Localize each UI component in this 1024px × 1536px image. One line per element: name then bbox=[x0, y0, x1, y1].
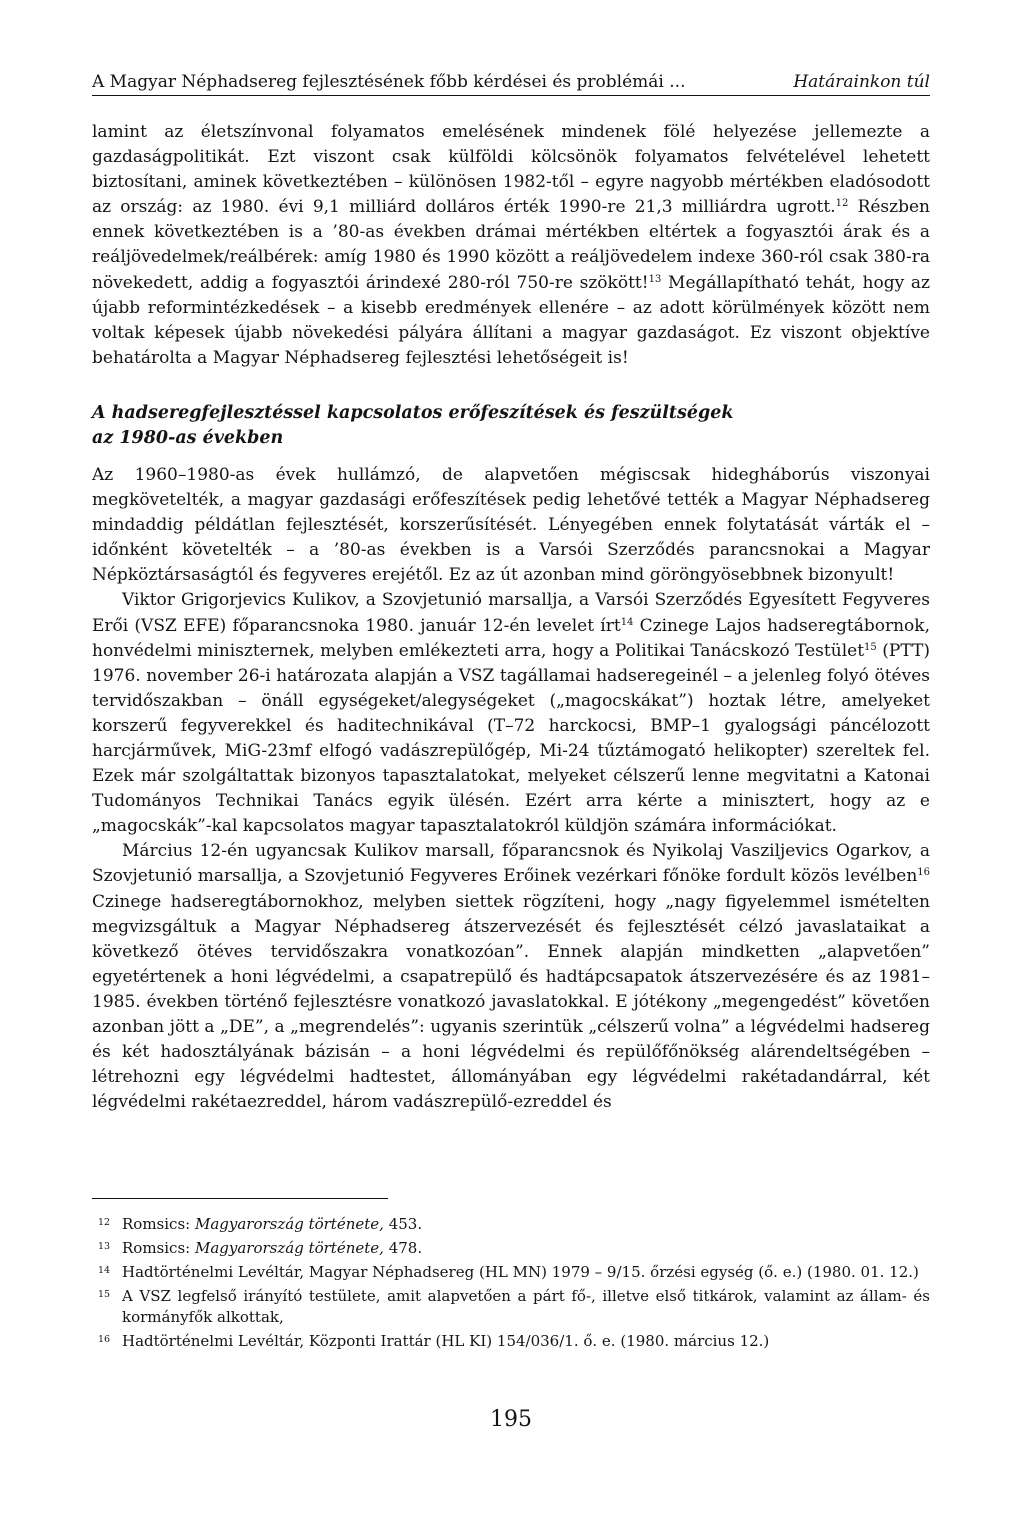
running-header-title: A Magyar Néphadsereg fejlesztésének főbb kérdései és problémái ... bbox=[92, 72, 686, 92]
section-heading bbox=[92, 401, 930, 451]
paragraph-3 bbox=[92, 588, 930, 839]
footnote-text-title: Magyarország története, bbox=[194, 1239, 384, 1257]
section-heading-line-2: az 1980-as években bbox=[92, 427, 284, 448]
footnote-text bbox=[122, 1238, 930, 1259]
footnote-number: 14 bbox=[98, 1265, 111, 1276]
footnote-number: 12 bbox=[98, 1217, 111, 1228]
paragraph-1-text-c: Megállapítható tehát, hogy az újabb reformintézkedések – a kisebb eredmények ellenére – az adott körülmények között nem voltak képesek újabb növekedési pályára állítani a magyar gazdaságot. Ez viszont objektíve behatárolta a Magyar Néphadsereg fejlesztési lehetőségeit is! bbox=[92, 272, 930, 368]
footnote-text-plain: Romsics: bbox=[122, 1215, 195, 1233]
footnote-text: A VSZ legfelső irányító testülete, amit alapvetően a párt fő-, illetve első titkárok, valamint az állam- és kormányfők alkottak, bbox=[122, 1287, 930, 1326]
footnote bbox=[92, 1262, 930, 1283]
footnote-text-plain: Romsics: bbox=[122, 1239, 195, 1257]
footnote bbox=[92, 1238, 930, 1259]
footnote-ref-12: 12 bbox=[835, 198, 849, 210]
footnote-text: Hadtörténelmi Levéltár, Magyar Néphadsereg (HL MN) 1979 – 9/15. őrzési egység (ő. e.) (1980. 01. 12.) bbox=[122, 1263, 919, 1281]
paragraph-4-text-a: Március 12-én ugyancsak Kulikov marsall, főparancsnok és Nyikolaj Vasziljevics Ogarkov, a Szovjetunió marsallja, a Szovjetunió Fegyveres Erőinek vezérkari főnöke fordult közös levélben bbox=[92, 841, 930, 887]
paragraph-3-text-c: (PTT) 1976. november 26-i határozata alapján a VSZ tagállamai hadseregeinél – a jelenleg folyó ötéves tervidőszakban – önáll egységeket/alegységeket („magocskákat”) hoztak létre, amelyeket korszerű fegyverekkel és haditechnikával (T–72 harckocsi, BMP–1 gyalogsági páncélozott harcjárművek, MiG-23mf elfogó vadászrepülőgép, Mi-24 tűztámogató helikopter) szereltek fel. Ezek már szolgáltattak bizonyos tapasztalatokat, melyeket célszerű lenne megvitatni a Katonai Tudományos Technikai Tanács egyik ülésén. Ezért arra kérte a minisztert, hogy az e „magocskák”-kal kapcsolatos magyar tapasztalatokról küldjön számára információkat. bbox=[92, 640, 930, 837]
footnote-text-page: 453. bbox=[383, 1215, 423, 1233]
footnote-text: Hadtörténelmi Levéltár, Központi Irattár (HL KI) 154/036/1. ő. e. (1980. március 12.) bbox=[122, 1332, 770, 1350]
footnote bbox=[92, 1331, 930, 1352]
footnote-divider bbox=[92, 1198, 388, 1199]
body-text bbox=[92, 120, 930, 1115]
footnote-ref-16: 16 bbox=[917, 867, 930, 879]
footnote-number: 15 bbox=[98, 1289, 111, 1300]
footnote-ref-13: 13 bbox=[648, 273, 662, 285]
paragraph-2: Az 1960–1980-as évek hullámzó, de alapvetően mégiscsak hidegháborús viszonyai megkövetelték, a magyar gazdasági erőfeszítések pedig lehetővé tették a Magyar Néphadsereg mindaddig példátlan fejlesztését, korszerűsítését. Lényegében ennek folytatását várták el – időnként követelték – a ’80-as években is a Varsói Szerződés parancsnokai a Magyar Népköztársaságtól és fegyveres erejétől. Ez az út azonban mind göröngyösebbnek bizonyult! bbox=[92, 464, 930, 586]
paragraph-4-text-b: Czinege hadseregtábornokhoz, melyben siettek rögzíteni, hogy „nagy figyelemmel ismételten megvizsgáltuk a Magyar Néphadsereg átszervezését és fejlesztését célzó javaslataikat a következő ötéves tervidőszakra vonatkozóan”. Ennek alapján mindketten „alapvetően” egyetértenek a honi légvédelmi, a csapatrepülő és hadtápcsapatok átszervezésére és az 1981–1985. években történő fejlesztésre vonatkozó javaslatokkal. E jótékony „megengedést” követően azonban jött a „DE”, a „megrendelés”: ugyanis szerintük „célszerű volna” a légvédelmi hadsereg és két hadosztályának bázisán – a honi légvédelmi és repülőfőnökség alárendeltségében – létrehozni egy légvédelmi hadtestet, állományában egy légvédelmi rakétadandárral, két légvédelmi rakétaezreddel, három vadászrepülő-ezreddel és bbox=[92, 891, 930, 1113]
book-page bbox=[92, 0, 932, 1536]
footnote-text bbox=[122, 1214, 930, 1235]
footnote-ref-14: 14 bbox=[620, 616, 634, 628]
paragraph-3-text-a: Viktor Grigorjevics Kulikov, a Szovjetunió marsallja, a Varsói Szerződés Egyesített Fegyveres Erői (VSZ EFE) főparancsnoka 1980. január 12-én levelet írt bbox=[92, 590, 930, 636]
footnote-number: 16 bbox=[98, 1334, 111, 1345]
page-number: 195 bbox=[490, 1407, 532, 1432]
footnote-ref-15: 15 bbox=[864, 641, 877, 653]
footnote bbox=[92, 1214, 930, 1235]
running-header bbox=[92, 72, 930, 96]
paragraph-1-text-a: lamint az életszínvonal folyamatos emelésének mindenek fölé helyezése jellemezte a gazdaságpolitikát. Ezt viszont csak külföldi kölcsönök folyamatos felvételével lehetett biztosítani, aminek következtében – különösen 1982-től – egyre nagyobb mértékben eladósodott az ország: az 1980. évi 9,1 milliárd dolláros érték 1990-re 21,3 milliárdra ugrott. bbox=[92, 122, 930, 218]
footnote-text-page: 478. bbox=[383, 1239, 423, 1257]
paragraph-3-text-b: Czinege Lajos hadseregtábornok, honvédelmi miniszternek, melyben emlékezteti arra, hogy a Politikai Tanácskozó Testület bbox=[92, 615, 930, 661]
running-header-section: Határainkon túl bbox=[793, 72, 930, 92]
paragraph-1 bbox=[92, 120, 930, 371]
footnote bbox=[92, 1286, 930, 1328]
footnote-number: 13 bbox=[98, 1241, 111, 1252]
paragraph-4 bbox=[92, 839, 930, 1115]
footnotes bbox=[92, 1214, 930, 1355]
section-heading-line-1: A hadseregfejlesztéssel kapcsolatos erőfeszítések és feszültségek bbox=[92, 402, 734, 423]
footnote-text-title: Magyarország története, bbox=[194, 1215, 384, 1233]
paragraph-1-text-b: Részben ennek következtében is a ’80-as években drámai mértékben eltértek a fogyasztói árak és a reáljövedelmek/reálbérek: amíg 1980 és 1990 között a reáljövedelem indexe 360-ról csak 380-ra növekedett, addig a fogyasztói árindexé 280-ról 750-re szökött! bbox=[92, 197, 930, 293]
